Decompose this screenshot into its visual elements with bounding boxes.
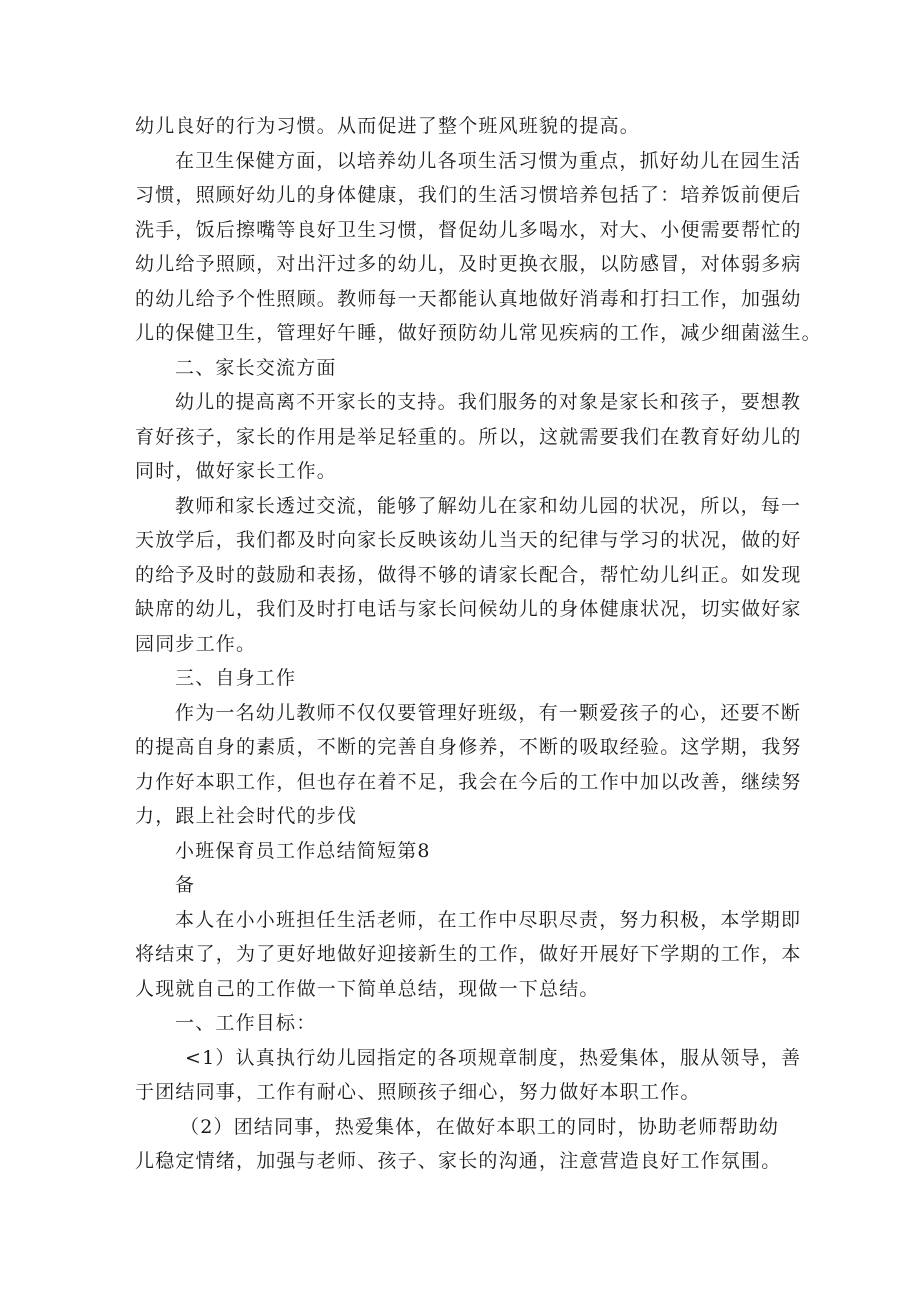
text-line: 幼儿给予照顾，对出汗过多的幼儿，及时更换衣服，以防感冒，对体弱多病: [135, 253, 802, 275]
text-line: 洗手，饭后擦嘴等良好卫生习惯，督促幼儿多喝水，对大、小便需要帮忙的: [135, 219, 802, 241]
article-title-suffix: 备: [175, 874, 196, 896]
text-line: 育好孩子，家长的作用是举足轻重的。所以，这就需要我们在教育好幼儿的: [135, 426, 802, 448]
text-line: <1）认真执行幼儿园指定的各项规章制度，热爱集体，服从领导，善: [185, 1047, 802, 1069]
text-line: 缺席的幼儿，我们及时打电话与家长问候幼儿的身体健康状况，切实做好家: [135, 598, 802, 620]
text-line: （2）团结同事，热爱集体，在做好本职工的同时，协助老师帮助幼: [180, 1116, 780, 1138]
text-line: 力作好本职工作，但也存在着不足，我会在今后的工作中加以改善，继续努: [135, 771, 802, 793]
text-line: 幼儿的提高离不开家长的支持。我们服务的对象是家长和孩子，要想教: [175, 391, 802, 413]
text-line: 儿稳定情绪，加强与老师、孩子、家长的沟通，注意营造良好工作氛围。: [135, 1150, 782, 1172]
text-line: 作为一名幼儿教师不仅仅要管理好班级，有一颗爱孩子的心，还要不断: [175, 702, 802, 724]
text-line: 于团结同事，工作有耐心、照顾孩子细心，努力做好本职工作。: [135, 1081, 701, 1103]
text-line: 教师和家长透过交流，能够了解幼儿在家和幼儿园的状况，所以，每一: [175, 495, 802, 517]
section-heading: 三、自身工作: [175, 667, 297, 689]
text-line: 力，跟上社会时代的步伐: [135, 805, 358, 827]
text-line: 同时，做好家长工作。: [135, 460, 338, 482]
text-line: 的给予及时的鼓励和表扬，做得不够的请家长配合，帮忙幼儿纠正。如发现: [135, 564, 802, 586]
text-line: 本人在小小班担任生活老师，在工作中尽职尽责，努力积极，本学期即: [175, 909, 802, 931]
text-line: 习惯，照顾好幼儿的身体健康，我们的生活习惯培养包括了：培养饭前便后: [135, 184, 802, 206]
text-line: 幼儿良好的行为习惯。从而促进了整个班风班貌的提高。: [135, 115, 641, 137]
section-heading: 一、工作目标：: [175, 1012, 317, 1034]
text-line: 的提高自身的素质，不断的完善自身修养，不断的吸取经验。这学期，我努: [135, 736, 802, 758]
section-heading: 二、家长交流方面: [175, 357, 337, 379]
text-line: 人现就自己的工作做一下简单总结，现做一下总结。: [135, 978, 600, 1000]
text-line: 的幼儿给予个性照顾。教师每一天都能认真地做好消毒和打扫工作，加强幼: [135, 288, 802, 310]
text-line: 天放学后，我们都及时向家长反映该幼儿当天的纪律与学习的状况，做的好: [135, 529, 802, 551]
article-title: 小班保育员工作总结简短第8: [175, 840, 431, 862]
text-line: 在卫生保健方面，以培养幼儿各项生活习惯为重点，抓好幼儿在园生活: [175, 150, 802, 172]
text-line: 园同步工作。: [135, 633, 257, 655]
text-line: 将结束了，为了更好地做好迎接新生的工作，做好开展好下学期的工作，本: [135, 943, 802, 965]
text-line: 儿的保健卫生，管理好午睡，做好预防幼儿常见疾病的工作，减少细菌滋生。: [135, 322, 822, 344]
